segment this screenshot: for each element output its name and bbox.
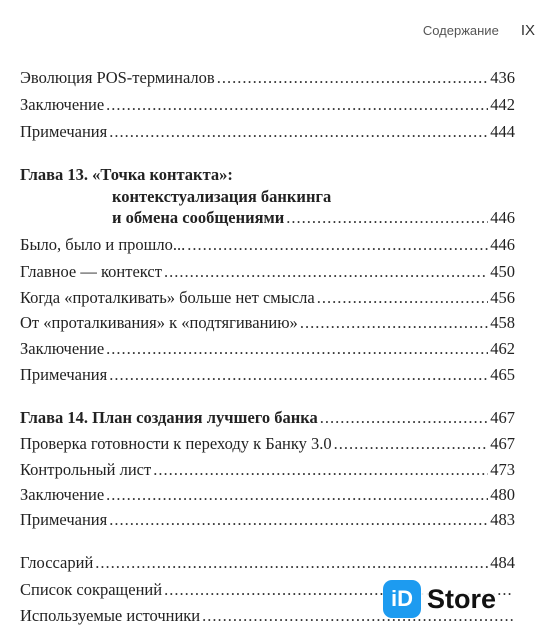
chapter-13-entry[interactable] (112, 208, 515, 230)
dot-leader (317, 288, 489, 308)
toc-entry[interactable] (20, 95, 515, 117)
toc-entry[interactable] (20, 339, 515, 361)
table-of-contents (20, 0, 515, 640)
toc-entry-page: 465 (490, 365, 515, 384)
toc-entry[interactable] (20, 553, 515, 575)
toc-entry-page: 446 (490, 235, 515, 254)
dot-leader (109, 122, 488, 142)
chapter-13-heading-line2[interactable]: контекстуализация банкинга (112, 187, 332, 206)
toc-entry-title: Заключение (20, 95, 105, 114)
toc-entry-page: 456 (490, 288, 515, 307)
toc-entry-title: Проверка готовности к переходу к Банку 3.0 (20, 434, 332, 453)
chapter-13-heading-line3: и обмена сообщениями (112, 208, 285, 227)
toc-entry-title: Главное — контекст (20, 262, 162, 281)
idstore-watermark (383, 580, 496, 618)
dot-leader (187, 235, 488, 255)
toc-entry-page: 484 (490, 553, 515, 572)
dot-leader (286, 208, 488, 228)
toc-entry-page: 442 (490, 95, 515, 114)
section-title: Содержание (422, 23, 499, 38)
toc-entry-page: 480 (490, 485, 515, 504)
toc-entry-page: 467 (490, 434, 515, 453)
toc-entry-title: Когда «проталкивать» больше нет смысла (20, 288, 315, 307)
dot-leader (106, 485, 488, 505)
chapter-14-entry[interactable] (20, 408, 515, 430)
toc-entry[interactable] (20, 313, 515, 335)
dot-leader (334, 434, 489, 454)
toc-entry[interactable] (20, 288, 515, 310)
toc-entry-page: 444 (490, 122, 515, 141)
dot-leader (217, 68, 489, 88)
toc-entry[interactable] (20, 68, 515, 90)
toc-entry-title: Заключение (20, 485, 105, 504)
toc-entry-title: Примечания (20, 365, 108, 384)
dot-leader (106, 339, 488, 359)
chapter-13-heading[interactable]: Глава 13. «Точка контакта»: (20, 165, 233, 184)
toc-entry[interactable] (20, 365, 515, 387)
toc-entry-title: Заключение (20, 339, 105, 358)
toc-entry[interactable] (20, 510, 515, 532)
dot-leader (320, 408, 488, 428)
dot-leader (95, 553, 488, 573)
toc-entry[interactable] (20, 434, 515, 456)
toc-entry-title: Эволюция POS-терминалов (20, 68, 215, 87)
toc-entry-title: Используемые источники (20, 606, 201, 625)
dot-leader (106, 95, 488, 115)
toc-entry-page: 446 (490, 208, 515, 227)
toc-entry-title: От «проталкивания» к «подтягиванию» (20, 313, 298, 332)
toc-entry-title: Список сокращений (20, 580, 163, 599)
toc-entry-page: 450 (490, 262, 515, 281)
toc-entry-page: 462 (490, 339, 515, 358)
toc-entry-page: 473 (490, 460, 515, 479)
toc-entry-title: Было, было и прошло... (20, 235, 186, 254)
chapter-14-heading: Глава 14. План создания лучшего банка (20, 408, 318, 427)
dot-leader (109, 365, 488, 385)
toc-entry-page: 436 (490, 68, 515, 87)
idstore-logo-icon: iD (383, 580, 421, 618)
toc-entry[interactable] (20, 460, 515, 482)
toc-entry[interactable] (20, 235, 515, 257)
dot-leader (300, 313, 488, 333)
dot-leader (164, 262, 488, 282)
toc-entry-title: Примечания (20, 122, 108, 141)
toc-entry-page: 483 (490, 510, 515, 529)
dot-leader (153, 460, 488, 480)
page-number: IX (520, 22, 535, 39)
toc-entry-title: Контрольный лист (20, 460, 152, 479)
toc-entry[interactable] (20, 122, 515, 144)
toc-entry[interactable] (20, 485, 515, 507)
idstore-logo-text: Store (427, 583, 497, 614)
toc-entry-page: 467 (490, 408, 515, 427)
dot-leader (109, 510, 488, 530)
toc-entry-title: Глоссарий (20, 553, 94, 572)
toc-entry-page: 458 (490, 313, 515, 332)
toc-entry-title: Примечания (20, 510, 108, 529)
toc-entry[interactable] (20, 262, 515, 284)
